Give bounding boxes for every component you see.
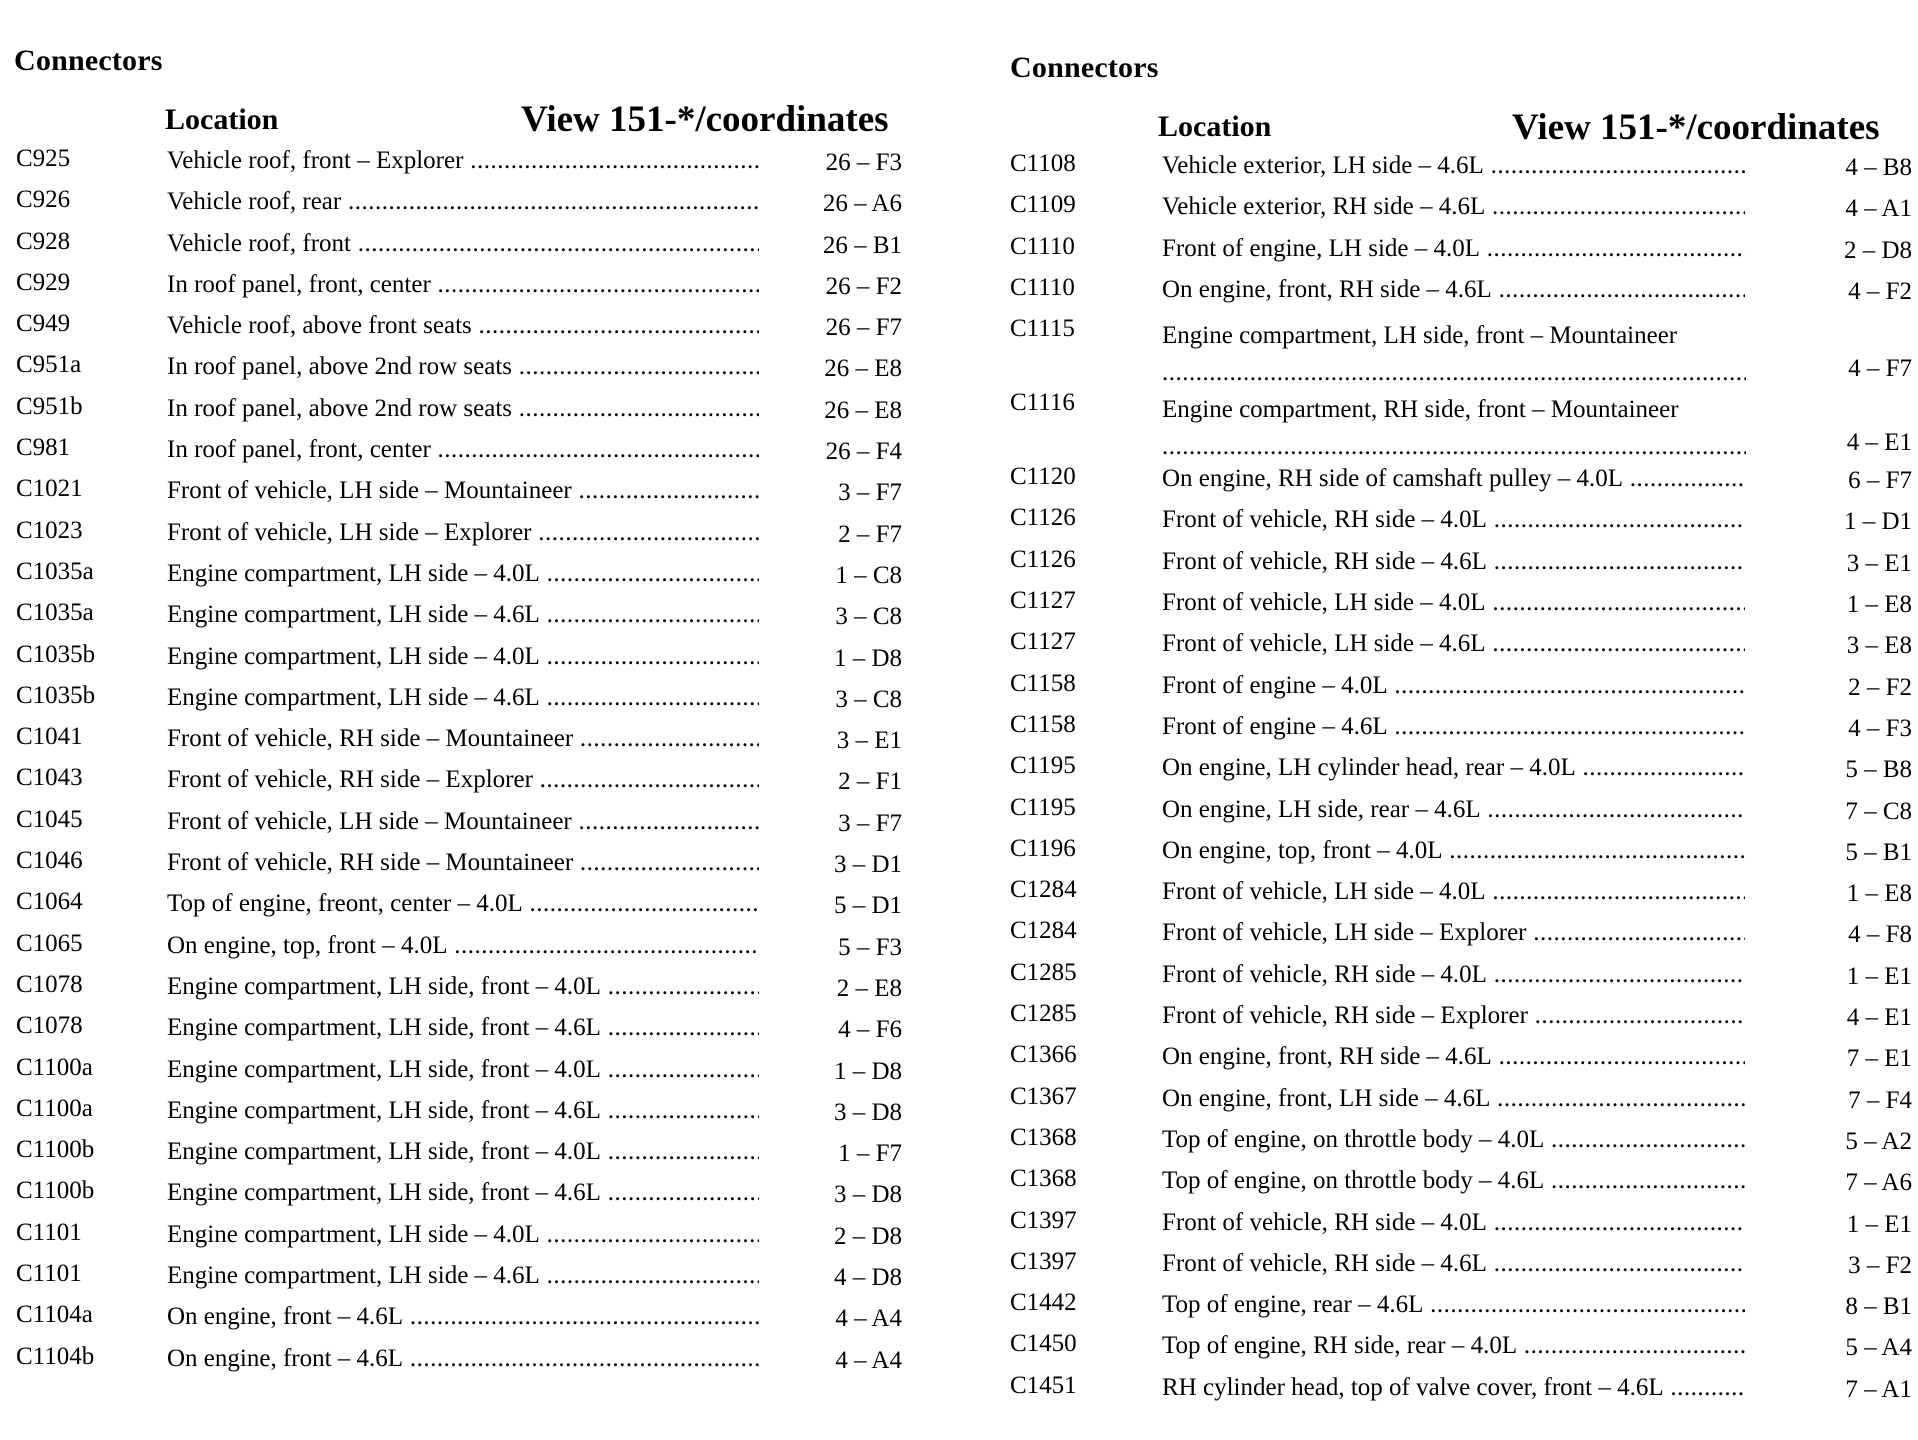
view-coordinate: 3 – C8 bbox=[835, 603, 902, 631]
connector-id: C1046 bbox=[16, 847, 83, 875]
connector-id: C1368 bbox=[1010, 1123, 1077, 1151]
table-row bbox=[0, 641, 910, 682]
view-coordinate: 7 – F4 bbox=[1848, 1086, 1912, 1114]
view-coordinate: 3 – E8 bbox=[1846, 632, 1912, 660]
table-row bbox=[995, 1372, 1918, 1413]
connector-id: C1285 bbox=[1010, 958, 1077, 986]
view-coordinate: 1 – F7 bbox=[838, 1140, 902, 1168]
view-coordinate: 2 – E8 bbox=[836, 974, 902, 1002]
table-row bbox=[0, 723, 910, 764]
connector-id: C1021 bbox=[16, 475, 83, 503]
connector-location: Engine compartment, LH side, front – 4.0L ..... bbox=[167, 1138, 759, 1168]
connector-list bbox=[0, 145, 910, 1384]
connector-location: Front of engine, LH side – 4.0L ..... bbox=[1162, 235, 1745, 265]
view-coordinate: 3 – C8 bbox=[835, 685, 902, 713]
connector-location: Front of vehicle, RH side – 4.0L ..... bbox=[1162, 961, 1745, 991]
table-row bbox=[995, 835, 1918, 876]
view-coordinate: 7 – A6 bbox=[1845, 1169, 1912, 1197]
connector-location: On engine, LH side, rear – 4.6L ..... bbox=[1162, 796, 1745, 826]
table-row bbox=[995, 274, 1918, 315]
connector-id: C1023 bbox=[16, 516, 83, 544]
view-coordinate: 5 – F3 bbox=[838, 933, 902, 961]
view-coordinate: 26 – E8 bbox=[824, 396, 902, 424]
view-coordinate: 5 – A2 bbox=[1845, 1127, 1912, 1155]
connector-id: C925 bbox=[16, 145, 71, 172]
section-title: Connectors bbox=[1010, 51, 1159, 84]
connector-id: C1101 bbox=[16, 1218, 82, 1246]
view-coordinate: 3 – F2 bbox=[1848, 1251, 1912, 1279]
table-row bbox=[0, 475, 910, 516]
connector-location: Front of vehicle, RH side – Explorer ..... bbox=[167, 766, 759, 796]
connector-location: Top of engine, on throttle body – 4.0L ..... bbox=[1162, 1126, 1745, 1156]
view-coordinate: 4 – A1 bbox=[1845, 195, 1912, 223]
table-row bbox=[0, 1012, 910, 1053]
view-coordinate: 3 – F7 bbox=[838, 809, 902, 837]
section-title: Connectors bbox=[14, 44, 163, 77]
view-coordinate: 1 – E8 bbox=[1846, 591, 1912, 619]
table-row bbox=[0, 186, 910, 227]
connector-id: C1367 bbox=[1010, 1082, 1077, 1110]
connector-location: Vehicle roof, rear ..... bbox=[167, 188, 759, 218]
connector-location: Front of vehicle, RH side – Explorer ..... bbox=[1162, 1002, 1745, 1032]
table-row bbox=[0, 1095, 910, 1136]
table-row bbox=[0, 1260, 910, 1301]
connector-location: Engine compartment, LH side, front – 4.0L ..... bbox=[167, 973, 759, 1003]
table-row bbox=[995, 587, 1918, 628]
connector-location: Top of engine, rear – 4.6L ..... bbox=[1162, 1291, 1745, 1321]
connector-location: Front of vehicle, RH side – Mountaineer ..... bbox=[167, 725, 759, 755]
connector-id: C1397 bbox=[1010, 1247, 1077, 1275]
view-coordinate: 3 – D8 bbox=[833, 1098, 902, 1126]
connector-location: Front of vehicle, LH side – Explorer ..... bbox=[167, 519, 759, 549]
view-coordinate: 4 – E1 bbox=[1846, 429, 1912, 457]
view-coordinate: 3 – D8 bbox=[833, 1181, 902, 1209]
table-row bbox=[0, 269, 910, 310]
view-coordinate: 1 – E8 bbox=[1846, 880, 1912, 908]
connector-id: C951a bbox=[16, 351, 82, 379]
connector-id: C1043 bbox=[16, 764, 83, 792]
connector-id: C1100b bbox=[16, 1136, 95, 1164]
table-row bbox=[0, 1219, 910, 1260]
connector-id: C1397 bbox=[1010, 1206, 1077, 1234]
connector-location: On engine, RH side of camshaft pulley – 4.0L ..... bbox=[1162, 465, 1745, 495]
view-coordinate: 5 – B1 bbox=[1845, 838, 1912, 866]
connector-location: Front of vehicle, RH side – Mountaineer ..... bbox=[167, 849, 759, 879]
table-row bbox=[995, 1289, 1918, 1330]
table-row bbox=[995, 1165, 1918, 1206]
table-row bbox=[995, 628, 1918, 669]
connector-id: C1104b bbox=[16, 1342, 95, 1370]
connector-location: Top of engine, on throttle body – 4.6L ..... bbox=[1162, 1167, 1745, 1197]
connector-location: In roof panel, front, center ..... bbox=[167, 436, 759, 466]
connector-id: C1442 bbox=[1010, 1289, 1077, 1317]
connector-id: C1100a bbox=[16, 1053, 93, 1081]
connector-location: Vehicle exterior, RH side – 4.6L ..... bbox=[1162, 193, 1745, 223]
view-coordinate: 3 – D1 bbox=[833, 851, 902, 879]
connector-id: C1108 bbox=[1010, 150, 1076, 177]
table-row bbox=[995, 389, 1918, 463]
view-coordinate: 1 – D8 bbox=[833, 1057, 902, 1085]
connector-location: Front of engine – 4.6L ..... bbox=[1162, 713, 1745, 743]
connector-location: Vehicle roof, front ..... bbox=[167, 230, 759, 260]
table-row bbox=[995, 670, 1918, 711]
table-row bbox=[0, 682, 910, 723]
table-row bbox=[0, 434, 910, 475]
table-row bbox=[0, 1177, 910, 1218]
view-coordinate: 1 – E1 bbox=[1846, 962, 1912, 990]
connector-id: C1116 bbox=[1010, 389, 1075, 417]
connector-location: Engine compartment, LH side – 4.0L ..... bbox=[167, 1221, 759, 1251]
connector-id: C949 bbox=[16, 310, 71, 338]
connector-location: In roof panel, above 2nd row seats ..... bbox=[167, 395, 759, 425]
table-row bbox=[0, 599, 910, 640]
connector-id: C981 bbox=[16, 434, 71, 462]
connector-location: Engine compartment, LH side, front – 4.0L ..... bbox=[167, 1056, 759, 1086]
connector-location: On engine, LH cylinder head, rear – 4.0L ..... bbox=[1162, 754, 1745, 784]
connector-location: Engine compartment, LH side – 4.6L ..... bbox=[167, 1262, 759, 1292]
connector-location: Front of vehicle, RH side – 4.0L ..... bbox=[1162, 1209, 1745, 1239]
connector-location: RH cylinder head, top of valve cover, front – 4.6L ..... bbox=[1162, 1374, 1745, 1404]
connector-id: C1078 bbox=[16, 1012, 83, 1040]
connector-location: Vehicle roof, front – Explorer ..... bbox=[167, 147, 759, 177]
view-coordinate: 7 – C8 bbox=[1845, 797, 1912, 825]
table-row bbox=[0, 888, 910, 929]
view-coordinate: 4 – E1 bbox=[1846, 1004, 1912, 1032]
table-row bbox=[0, 310, 910, 351]
connector-location: Engine compartment, LH side, front – 4.6L ..... bbox=[167, 1014, 759, 1044]
connector-location: In roof panel, front, center ..... bbox=[167, 271, 759, 301]
view-coordinate: 3 – E1 bbox=[836, 727, 902, 755]
connector-id: C1100a bbox=[16, 1094, 93, 1122]
connector-id: C1064 bbox=[16, 888, 83, 916]
view-coordinate: 1 – D1 bbox=[1843, 508, 1912, 536]
view-coordinate: 2 – F7 bbox=[838, 520, 902, 548]
table-row bbox=[0, 351, 910, 392]
table-row bbox=[0, 806, 910, 847]
table-row bbox=[0, 1343, 910, 1384]
table-row bbox=[995, 315, 1918, 389]
connector-location: Engine compartment, LH side – 4.0L ..... bbox=[167, 560, 759, 590]
view-coordinate: 26 – F7 bbox=[825, 314, 902, 342]
connector-id: C1109 bbox=[1010, 191, 1076, 219]
connector-id: C929 bbox=[16, 268, 71, 296]
table-row bbox=[0, 145, 910, 186]
view-coordinate: 4 – D8 bbox=[833, 1264, 902, 1292]
connector-location: In roof panel, above 2nd row seats ..... bbox=[167, 353, 759, 383]
connector-location: Engine compartment, LH side, front – 4.6L ..... bbox=[167, 1097, 759, 1127]
view-coordinate: 2 – D8 bbox=[1843, 236, 1912, 264]
view-coordinate: 26 – F2 bbox=[825, 272, 902, 300]
table-row bbox=[0, 1054, 910, 1095]
connector-id: C1127 bbox=[1010, 587, 1076, 615]
connector-id: C1101 bbox=[16, 1260, 82, 1288]
view-coordinate: 4 – F7 bbox=[1848, 355, 1912, 383]
connector-location: Engine compartment, LH side – 4.0L ..... bbox=[167, 643, 759, 673]
connector-id: C926 bbox=[16, 186, 71, 214]
connector-id: C1065 bbox=[16, 929, 83, 957]
table-row bbox=[995, 794, 1918, 835]
table-row bbox=[0, 1301, 910, 1342]
connector-location: Engine compartment, LH side – 4.6L ..... bbox=[167, 684, 759, 714]
connector-location: Top of engine, RH side, rear – 4.0L ..... bbox=[1162, 1332, 1745, 1362]
connector-id: C1366 bbox=[1010, 1041, 1077, 1069]
view-coordinates-header: View 151-*/coordinates bbox=[521, 99, 889, 140]
connector-location: Engine compartment, LH side, front – Mountaineer ..... bbox=[1162, 317, 1746, 381]
view-coordinate: 1 – D8 bbox=[833, 644, 902, 672]
table-row bbox=[995, 752, 1918, 793]
connector-location: Engine compartment, RH side, front – Mountaineer ..... bbox=[1162, 391, 1746, 455]
connector-id: C1110 bbox=[1010, 232, 1075, 260]
table-row bbox=[995, 1330, 1918, 1371]
view-coordinate: 4 – A4 bbox=[835, 1305, 902, 1333]
connector-id: C1035a bbox=[16, 599, 94, 627]
connector-id: C1115 bbox=[1010, 315, 1075, 343]
connector-location: Engine compartment, LH side, front – 4.6L ..... bbox=[167, 1179, 759, 1209]
table-row bbox=[0, 558, 910, 599]
connector-location: On engine, front, LH side – 4.6L ..... bbox=[1162, 1085, 1745, 1115]
connector-location: Front of vehicle, LH side – Mountaineer ..... bbox=[167, 477, 759, 507]
table-row bbox=[995, 1041, 1918, 1082]
view-coordinate: 4 – A4 bbox=[835, 1346, 902, 1374]
connector-location: On engine, front – 4.6L ..... bbox=[167, 1345, 759, 1375]
connector-location: Vehicle exterior, LH side – 4.6L ..... bbox=[1162, 152, 1745, 182]
table-row bbox=[995, 504, 1918, 545]
view-coordinate: 4 – F8 bbox=[1848, 921, 1912, 949]
connector-location: Top of engine, freont, center – 4.0L ..... bbox=[167, 890, 759, 920]
view-coordinate: 2 – F1 bbox=[838, 768, 902, 796]
view-coordinate: 26 – F4 bbox=[825, 438, 902, 466]
table-row bbox=[0, 847, 910, 888]
table-row bbox=[995, 463, 1918, 504]
view-coordinate: 7 – E1 bbox=[1846, 1045, 1912, 1073]
connector-location: Front of vehicle, RH side – 4.0L ..... bbox=[1162, 506, 1745, 536]
table-row bbox=[995, 1248, 1918, 1289]
view-coordinate: 4 – F2 bbox=[1848, 277, 1912, 305]
connector-id: C1195 bbox=[1010, 793, 1076, 821]
connector-id: C1120 bbox=[1010, 463, 1076, 491]
view-coordinate: 4 – B8 bbox=[1845, 154, 1912, 181]
connector-id: C1368 bbox=[1010, 1165, 1077, 1193]
table-row bbox=[995, 1207, 1918, 1248]
connector-location: On engine, top, front – 4.0L ..... bbox=[1162, 837, 1745, 867]
table-row bbox=[0, 517, 910, 558]
table-row bbox=[995, 876, 1918, 917]
connector-location: Front of vehicle, LH side – Mountaineer ..... bbox=[167, 808, 759, 838]
connector-location: Front of vehicle, LH side – 4.0L ..... bbox=[1162, 589, 1745, 619]
connector-id: C1035b bbox=[16, 681, 96, 709]
table-row bbox=[0, 393, 910, 434]
connector-id: C1078 bbox=[16, 970, 83, 998]
view-coordinate: 3 – F7 bbox=[838, 479, 902, 507]
view-coordinate: 26 – E8 bbox=[824, 355, 902, 383]
connector-id: C1195 bbox=[1010, 752, 1076, 780]
connector-id: C1041 bbox=[16, 723, 83, 751]
connector-id: C1450 bbox=[1010, 1330, 1077, 1358]
view-coordinate: 5 – A4 bbox=[1845, 1334, 1912, 1362]
view-coordinate: 2 – F2 bbox=[1848, 673, 1912, 701]
table-row bbox=[995, 711, 1918, 752]
connector-id: C1451 bbox=[1010, 1371, 1077, 1399]
connector-location: On engine, front – 4.6L ..... bbox=[167, 1303, 759, 1333]
view-coordinate: 4 – F3 bbox=[1848, 714, 1912, 742]
table-row bbox=[995, 191, 1918, 232]
table-row bbox=[995, 546, 1918, 587]
connector-location: Front of vehicle, LH side – Explorer ..... bbox=[1162, 919, 1745, 949]
connector-list bbox=[995, 150, 1918, 1413]
connector-id: C1158 bbox=[1010, 669, 1076, 697]
table-row bbox=[995, 1124, 1918, 1165]
connector-id: C1196 bbox=[1010, 834, 1076, 862]
connector-id: C1126 bbox=[1010, 504, 1076, 532]
connector-id: C1284 bbox=[1010, 917, 1077, 945]
table-row bbox=[0, 971, 910, 1012]
connector-location: Front of vehicle, LH side – 4.6L ..... bbox=[1162, 630, 1745, 660]
table-row bbox=[995, 1083, 1918, 1124]
connector-id: C928 bbox=[16, 227, 71, 255]
view-coordinate: 2 – D8 bbox=[833, 1222, 902, 1250]
table-row bbox=[0, 228, 910, 269]
connector-location: On engine, front, RH side – 4.6L ..... bbox=[1162, 276, 1745, 306]
view-coordinate: 26 – B1 bbox=[822, 231, 902, 259]
connector-location: On engine, top, front – 4.0L ..... bbox=[167, 932, 759, 962]
connector-id: C1110 bbox=[1010, 273, 1075, 301]
table-row bbox=[0, 1136, 910, 1177]
connector-location: Front of vehicle, RH side – 4.6L ..... bbox=[1162, 548, 1745, 578]
connector-location: Front of engine – 4.0L ..... bbox=[1162, 672, 1745, 702]
connector-id: C1285 bbox=[1010, 1000, 1077, 1028]
view-coordinate: 5 – D1 bbox=[833, 892, 902, 920]
view-coordinate: 5 – B8 bbox=[1845, 756, 1912, 784]
connector-id: C1035a bbox=[16, 557, 94, 585]
connector-id: C1284 bbox=[1010, 876, 1077, 904]
view-coordinate: 3 – E1 bbox=[1846, 549, 1912, 577]
connector-id: C1126 bbox=[1010, 545, 1076, 573]
view-coordinate: 1 – C8 bbox=[835, 561, 902, 589]
location-header: Location bbox=[165, 103, 279, 136]
table-row bbox=[0, 764, 910, 805]
table-row bbox=[995, 917, 1918, 958]
view-coordinates-header: View 151-*/coordinates bbox=[1512, 107, 1880, 148]
location-header: Location bbox=[1158, 110, 1272, 143]
connector-location: Vehicle roof, above front seats ..... bbox=[167, 312, 759, 342]
connector-id: C1045 bbox=[16, 805, 83, 833]
connector-id: C1127 bbox=[1010, 628, 1076, 656]
table-row bbox=[995, 233, 1918, 274]
connector-id: C951b bbox=[16, 392, 83, 420]
connector-location: On engine, front, RH side – 4.6L ..... bbox=[1162, 1043, 1745, 1073]
connector-id: C1158 bbox=[1010, 710, 1076, 738]
view-coordinate: 8 – B1 bbox=[1845, 1293, 1912, 1321]
connector-id: C1035b bbox=[16, 640, 96, 668]
connector-id: C1104a bbox=[16, 1301, 93, 1329]
view-coordinate: 7 – A1 bbox=[1845, 1375, 1912, 1403]
view-coordinate: 6 – F7 bbox=[1848, 467, 1912, 495]
view-coordinate: 26 – A6 bbox=[822, 190, 902, 218]
table-row bbox=[0, 930, 910, 971]
view-coordinate: 1 – E1 bbox=[1846, 1210, 1912, 1238]
table-row bbox=[995, 150, 1918, 191]
table-row bbox=[995, 959, 1918, 1000]
view-coordinate: 26 – F3 bbox=[825, 149, 902, 176]
connector-location: Front of vehicle, LH side – 4.0L ..... bbox=[1162, 878, 1745, 908]
connector-location: Front of vehicle, RH side – 4.6L ..... bbox=[1162, 1250, 1745, 1280]
connector-id: C1100b bbox=[16, 1177, 95, 1205]
view-coordinate: 4 – F6 bbox=[838, 1016, 902, 1044]
connector-location: Engine compartment, LH side – 4.6L ..... bbox=[167, 601, 759, 631]
table-row bbox=[995, 1000, 1918, 1041]
